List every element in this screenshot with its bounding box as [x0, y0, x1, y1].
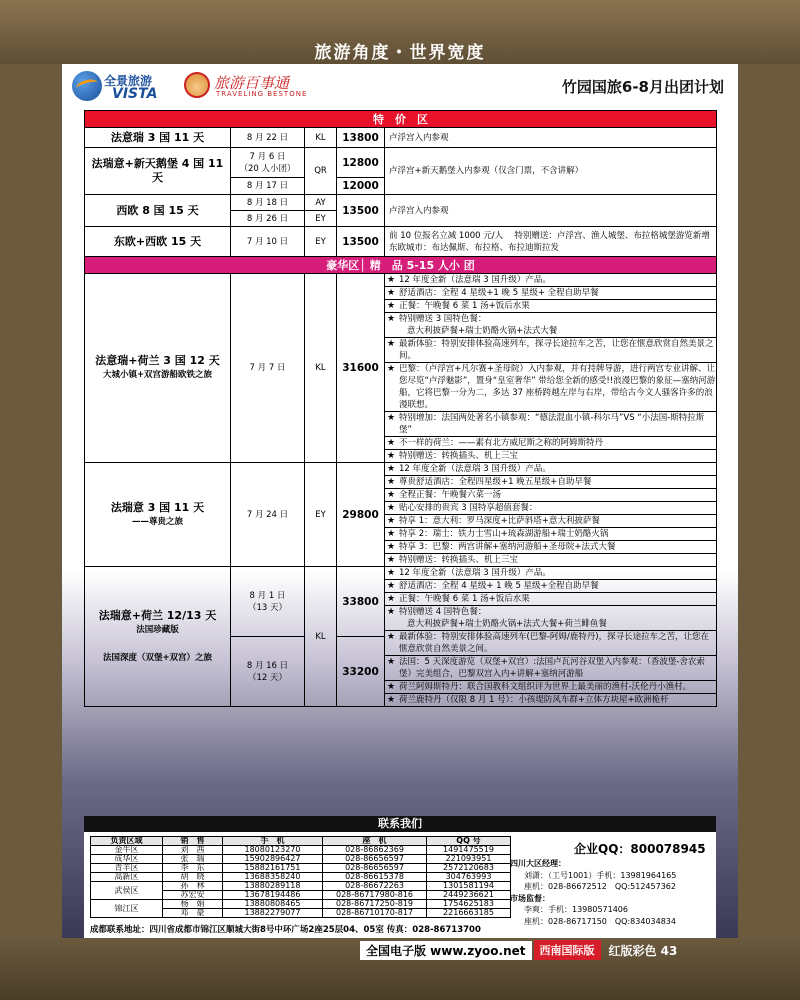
- table-row: [85, 128, 717, 148]
- tour-name: [85, 274, 231, 463]
- ad-page: [62, 64, 738, 938]
- feature-item: ★ 舒适酒店：全程 4 星级+1 晚 5 星级+ 全程自助早餐: [385, 286, 716, 299]
- date-line: 7 月 6 日: [249, 151, 286, 162]
- sales-cell: 李 东: [163, 864, 223, 873]
- feature-item: ★ 巴黎：（卢浮宫+凡尔赛+圣母院）入内参观，并有持牌导游，进行两宫专业讲解、让您尽览“卢浮魅影”，置身“皇室奢华” 带给您全新的感受!!浪漫巴黎的象征—塞纳河游船，它将巴黎一分为二，多达 37 座桥跨越左岸与右岸，带给古今文人骚客许多的浪漫联想。: [385, 362, 716, 411]
- magazine-banner: 旅游角度・世界宽度: [314, 43, 486, 63]
- tour-date: [231, 148, 305, 178]
- edition-label: 全国电子版 www.zyoo.net: [360, 941, 532, 960]
- mascot-icon: [184, 72, 210, 98]
- feature-item: ★ 特别赠送：转换插头、机上三宝: [385, 553, 716, 566]
- feature-item: ★ 特别赠送 4 国特色餐：: [385, 605, 716, 618]
- tour-subtitle: 大城小镇+双宫游船欧铁之旅: [102, 370, 213, 380]
- table-row: [85, 463, 717, 567]
- phone-cell: 028-86717250-819: [323, 900, 427, 909]
- special-section-header: 特 价 区: [85, 111, 717, 128]
- table-row: [85, 148, 717, 178]
- tour-name: 法瑞意+新天鹅堡 4 国 11 天: [85, 148, 231, 195]
- tour-price: 13800: [337, 128, 385, 148]
- tour-table: [84, 110, 717, 707]
- column-header: QQ 号: [427, 837, 511, 846]
- tour-date: 8 月 26 日: [231, 211, 305, 227]
- airline-code: KL: [305, 567, 337, 707]
- qq-cell: 304763993: [427, 873, 511, 882]
- mobile-cell: 13678194486: [223, 891, 323, 900]
- tour-date: 8 月 22 日: [231, 128, 305, 148]
- bestone-logo-en: TRAVELING BESTONE: [216, 90, 308, 98]
- sales-cell: 刘 茜: [163, 846, 223, 855]
- tour-date: [231, 637, 305, 707]
- tour-price: 13500: [337, 195, 385, 227]
- luxury-section-header: 豪华区│ 精 品 5-15 人小 团: [85, 257, 717, 274]
- contact-header: 联系我们: [84, 816, 716, 832]
- tour-date: 7 月 7 日: [231, 274, 305, 463]
- tour-name: 东欧+西欧 15 天: [85, 227, 231, 257]
- mobile-cell: 13880289118: [223, 882, 323, 891]
- feature-list: [385, 463, 717, 567]
- feature-item: ★ 最新体验：特别安排体验高速列车(巴黎-阿姆/鹿特丹)，探寻长途拉车之苦，让您在惬意欣赏自然美景之间。: [385, 630, 716, 655]
- sichuan-manager: 刘潇：（工号1001）手机：13981964165: [524, 870, 677, 880]
- market-supervisor-tel: 座机：028-86717150 QQ:834034834: [524, 916, 676, 926]
- date-line: （13 天）: [247, 602, 288, 613]
- sichuan-manager-heading: 四川大区经理：: [510, 859, 566, 868]
- airline-code: EY: [305, 227, 337, 257]
- feature-item: ★ 尊贵舒适酒店：全程四星级+1 晚五星级+自助早餐: [385, 475, 716, 488]
- qq-cell: 1754625183: [427, 900, 511, 909]
- feature-item: ★ 特享 1：意大利：罗马深度+比萨斜塔+意大利披萨餐: [385, 514, 716, 527]
- company-qq: 企业QQ：800078945: [574, 842, 706, 856]
- date-line: 8 月 1 日: [249, 590, 286, 601]
- tour-note: 卢浮宫+新天鹅堡入内参观（仅含门票，不含讲解）: [385, 148, 717, 195]
- tour-note: 前 10 位报名立减 1000 元/人 特别赠送：卢浮宫、渔人城堡、布拉格城堡游览新增东欧城市：布达佩斯、布拉格、布拉迪斯拉发: [385, 227, 717, 257]
- tour-date: [231, 567, 305, 637]
- market-supervisor-heading: 市场监督：: [510, 893, 550, 903]
- manager-info: [510, 858, 676, 927]
- tour-date: 8 月 17 日: [231, 178, 305, 195]
- tour-price: 12800: [337, 148, 385, 178]
- tour-price: 13500: [337, 227, 385, 257]
- tour-name-text: 法意瑞+荷兰 3 国 12 天: [95, 354, 220, 367]
- phone-cell: 028-86710170-817: [323, 909, 427, 918]
- contact-table: [90, 836, 511, 918]
- mobile-cell: 18080123270: [223, 846, 323, 855]
- feature-item: ★ 特别增加：法国两处著名小镇参观：“德法混血小镇-科尔马”VS “小法国-斯特拉斯堡”: [385, 411, 716, 436]
- tour-name-text: 法瑞意 3 国 11 天: [110, 500, 205, 514]
- feature-item: ★ 12 年度全新（法意瑞 3 国升级）产品。: [385, 274, 716, 286]
- region-cell: 武侯区: [91, 882, 163, 900]
- sales-cell: 邓 豪: [163, 909, 223, 918]
- table-row: [85, 274, 717, 463]
- tour-name-text: 法瑞意+荷兰 12/13 天: [98, 608, 217, 622]
- tour-name: 法意瑞 3 国 11 天: [85, 128, 231, 148]
- vista-logo-en: VISTA: [112, 86, 158, 102]
- phone-cell: 028-86615378: [323, 873, 427, 882]
- office-address: 成都联系地址：四川省成都市锦江区顺城大街8号中环广场2座25层04、05室 传真：028-86713700: [90, 925, 481, 935]
- feature-list: [385, 274, 717, 463]
- tour-subtitle: 法国深度（双堡+双宫）之旅: [102, 652, 213, 663]
- sales-cell: 杨 娟: [163, 900, 223, 909]
- qq-cell: 2572120683: [427, 864, 511, 873]
- tour-date: 8 月 18 日: [231, 195, 305, 211]
- region-cell: 成华区: [91, 855, 163, 864]
- tour-note: 卢浮宫入内参观: [385, 195, 717, 227]
- sichuan-manager-tel: 座机：028-86672512 QQ:512457362: [524, 882, 676, 891]
- feature-item: ★ 不一样的荷兰：——素有北方威尼斯之称的阿姆斯特丹: [385, 436, 716, 449]
- phone-cell: 028-86717980-816: [323, 891, 427, 900]
- mobile-cell: 13880808465: [223, 900, 323, 909]
- sales-cell: 苏宏安: [163, 891, 223, 900]
- mobile-cell: 15882161751: [223, 864, 323, 873]
- feature-item: ★ 贴心安排的贵宾 3 国特享超值套餐：: [385, 501, 716, 514]
- tour-name: [85, 567, 231, 707]
- feature-item: ★ 特别赠送 3 国特色餐：: [385, 312, 716, 325]
- feature-item: ★ 特享 2：瑞士：铁力士雪山+琉森湖游船+瑞士奶酪火锅: [385, 527, 716, 540]
- date-line: 8 月 16 日: [246, 660, 289, 671]
- feature-item: ★ 最新体验：特别安排体验高速列车，探寻长途拉车之苦，让您在惬意欣赏自然美景之间。: [385, 337, 716, 362]
- market-supervisor: 李爽：手机：13980571406: [524, 905, 628, 914]
- phone-cell: 028-86672263: [323, 882, 427, 891]
- tour-subtitle: ——尊贵之旅: [131, 516, 183, 527]
- region-cell: 金牛区: [91, 846, 163, 855]
- globe-icon: [72, 71, 102, 101]
- sales-cell: 胡 晓: [163, 873, 223, 882]
- airline-code: AY: [305, 195, 337, 211]
- tour-name: 西欧 8 国 15 天: [85, 195, 231, 227]
- table-row: [85, 227, 717, 257]
- feature-list: [385, 567, 717, 707]
- feature-item: ★ 全程正餐：午晚餐六菜一汤: [385, 488, 716, 501]
- column-header: 负责区域: [91, 837, 163, 846]
- feature-item: ★ 荷兰鹿特丹（仅限 8 月 1 号）：小孩堤防风车群+立体方块屋+欧洲桅杆: [385, 693, 716, 706]
- phone-cell: 028-86862369: [323, 846, 427, 855]
- airline-code: QR: [305, 148, 337, 195]
- qq-cell: 2216663185: [427, 909, 511, 918]
- mobile-cell: 13688358240: [223, 873, 323, 882]
- phone-cell: 028-86656597: [323, 864, 427, 873]
- mobile-cell: 13882279077: [223, 909, 323, 918]
- feature-item: ★ 荷兰阿姆斯特丹：联合国教科文组织评为世界上最美丽的渔村-沃伦丹小渔村。: [385, 680, 716, 693]
- airline-code: KL: [305, 274, 337, 463]
- qq-cell: 1301581194: [427, 882, 511, 891]
- bestone-logo-cn: 旅游百事通: [214, 74, 290, 92]
- feature-item: ★ 正餐：午晚餐 6 菜 1 汤+饭后水果: [385, 299, 716, 312]
- region-cell: 青羊区: [91, 864, 163, 873]
- column-header: 座 机: [323, 837, 427, 846]
- region-cell: 高新区: [91, 873, 163, 882]
- mobile-cell: 15902896427: [223, 855, 323, 864]
- contact-box: [84, 832, 716, 938]
- tour-price: 29800: [337, 463, 385, 567]
- airline-code: EY: [305, 463, 337, 567]
- tour-date: 7 月 10 日: [231, 227, 305, 257]
- bestone-logo: [184, 70, 308, 104]
- feature-item: 意大利披萨餐+瑞士奶酪火锅+法式大餐: [407, 326, 558, 336]
- tour-date: 7 月 24 日: [231, 463, 305, 567]
- feature-item: ★ 12 年度全新（法意瑞 3 国升级）产品。: [385, 567, 716, 579]
- tour-note: 卢浮宫入内参观: [385, 128, 717, 148]
- column-header: 手 机: [223, 837, 323, 846]
- feature-item: ★ 正餐：午晚餐 6 菜 1 汤+饭后水果: [385, 592, 716, 605]
- sales-cell: 孙 林: [163, 882, 223, 891]
- airline-code: EY: [305, 211, 337, 227]
- edition-tag: 西南国际版: [534, 940, 601, 960]
- phone-cell: 028-86656597: [323, 855, 427, 864]
- tour-name: [85, 463, 231, 567]
- qq-cell: 2449236621: [427, 891, 511, 900]
- feature-item: ★ 特享 3：巴黎：两宫讲解+塞纳河游船+圣母院+法式大餐: [385, 540, 716, 553]
- table-row: [85, 195, 717, 211]
- page-number: 红版彩色 43: [608, 943, 678, 958]
- feature-item: ★ 12 年度全新（法意瑞 3 国升级）产品。: [385, 463, 716, 475]
- page-footer: [360, 941, 677, 959]
- airline-code: KL: [305, 128, 337, 148]
- feature-item: 意大利披萨餐+瑞士奶酪火锅+法式大餐+荷兰鲱鱼餐: [407, 619, 607, 629]
- tour-price: 33200: [337, 637, 385, 707]
- qq-cell: 1491475519: [427, 846, 511, 855]
- feature-item: ★ 舒适酒店：全程 4 星级+ 1 晚 5 星级+全程自助早餐: [385, 579, 716, 592]
- table-row: [85, 567, 717, 637]
- vista-logo: [72, 69, 180, 105]
- feature-item: ★ 特别赠送：转换插头、机上三宝: [385, 449, 716, 462]
- tour-price: 31600: [337, 274, 385, 463]
- region-cell: 锦江区: [91, 900, 163, 918]
- qq-cell: 221093951: [427, 855, 511, 864]
- page-header: [62, 64, 738, 110]
- tour-price: 12000: [337, 178, 385, 195]
- feature-item: ★ 法国：5 天深度游览（双堡+双宫）:法国卢瓦河谷双堡入内参观：（香波堡-舍农索堡）完美组合，巴黎双宫入内+讲解+塞纳河游船: [385, 655, 716, 680]
- sales-cell: 张 瑞: [163, 855, 223, 864]
- column-header: 销 售: [163, 837, 223, 846]
- date-line: （12 天）: [247, 672, 288, 683]
- tour-subtitle: 法国珍藏版: [136, 624, 179, 635]
- date-line: （20 人小团）: [239, 163, 296, 174]
- tour-price: 33800: [337, 567, 385, 637]
- vista-logo-cn: 全景旅游: [104, 74, 153, 88]
- plan-title: 竹园国旅6-8月出团计划: [561, 78, 724, 96]
